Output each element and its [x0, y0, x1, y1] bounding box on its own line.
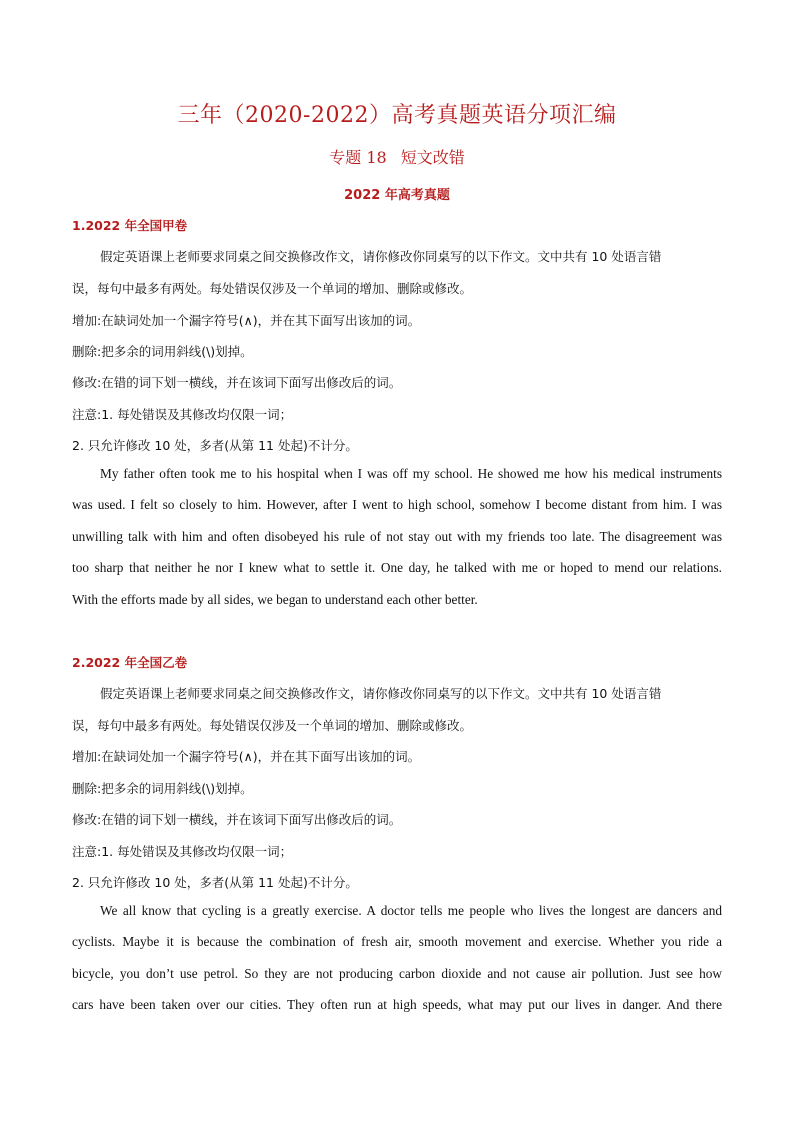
- document-subtitle: [0, 145, 794, 168]
- subtitle-topic: 专题 18: [329, 148, 387, 167]
- question-2-rule-modify: 修改:在错的词下划一横线，并在该词下面写出修改后的词。: [72, 812, 402, 827]
- question-2-passage-line: We all know that cycling is a greatly exercise. A doctor tells me people who lives the longest are dancers and: [100, 903, 722, 918]
- question-2-passage-line: bicycle, you don’t use petrol. So they are not producing carbon dioxide and not cause air pollution. Just see how: [72, 966, 722, 981]
- question-1-instruction-line: 假定英语课上老师要求同桌之间交换修改作文，请你修改你同桌写的以下作文。文中共有 10 处语言错: [100, 249, 662, 264]
- question-2-rule-delete: 删除:把多余的词用斜线(\)划掉。: [72, 781, 253, 796]
- question-2-instruction-line: 误，每句中最多有两处。每处错误仅涉及一个单词的增加、删除或修改。: [72, 718, 473, 733]
- question-1-rule-add: 增加:在缺词处加一个漏字符号(∧)，并在其下面写出该加的词。: [72, 313, 421, 328]
- document-title: 三年（2020-2022）高考真题英语分项汇编: [177, 103, 617, 128]
- question-2-passage-line: cars have been taken over our cities. They often run at high speeds, what may put our lives in danger. And there: [72, 997, 722, 1012]
- question-1-passage-line: My father often took me to his hospital when I was off my school. He showed me how his medical instruments: [100, 466, 722, 481]
- question-1-rule-modify: 修改:在错的词下划一横线，并在该词下面写出修改后的词。: [72, 375, 402, 390]
- question-2-instruction-line: 假定英语课上老师要求同桌之间交换修改作文，请你修改你同桌写的以下作文。文中共有 10 处语言错: [100, 686, 662, 701]
- question-1-passage-line: With the efforts made by all sides, we began to understand each other better.: [72, 592, 478, 607]
- question-1-rule-delete: 删除:把多余的词用斜线(\)划掉。: [72, 344, 253, 359]
- question-1-passage-line: unwilling talk with him and often disobeyed his rule of not stay out with my friends too late. The disagreement was: [72, 529, 722, 544]
- question-2-note-1: 注意:1. 每处错误及其修改均仅限一词；: [72, 844, 293, 859]
- question-2-note-2: 2. 只允许修改 10 处，多者(从第 11 处起)不计分。: [72, 875, 358, 890]
- question-2-passage-line: cyclists. Maybe it is because the combination of fresh air, smooth movement and exercise. Whether you ride a: [72, 934, 722, 949]
- question-2-rule-add: 增加:在缺词处加一个漏字符号(∧)，并在其下面写出该加的词。: [72, 749, 421, 764]
- question-1-instruction-line: 误，每句中最多有两处。每处错误仅涉及一个单词的增加、删除或修改。: [72, 281, 473, 296]
- question-1-note-1: 注意:1. 每处错误及其修改均仅限一词；: [72, 407, 293, 422]
- question-2-heading: 2.2022 年全国乙卷: [72, 655, 188, 670]
- subtitle-name: 短文改错: [400, 148, 465, 167]
- section-heading: 2022 年高考真题: [344, 188, 450, 203]
- question-1-passage-line: too sharp that neither he nor I knew what to settle it. One day, he talked with me or hoped to mend our relations.: [72, 560, 722, 575]
- question-1-passage-line: was used. I felt so closely to him. However, after I went to high school, somehow I become distant from him. I was: [72, 497, 722, 512]
- question-1-heading: 1.2022 年全国甲卷: [72, 218, 188, 233]
- question-1-note-2: 2. 只允许修改 10 处，多者(从第 11 处起)不计分。: [72, 438, 358, 453]
